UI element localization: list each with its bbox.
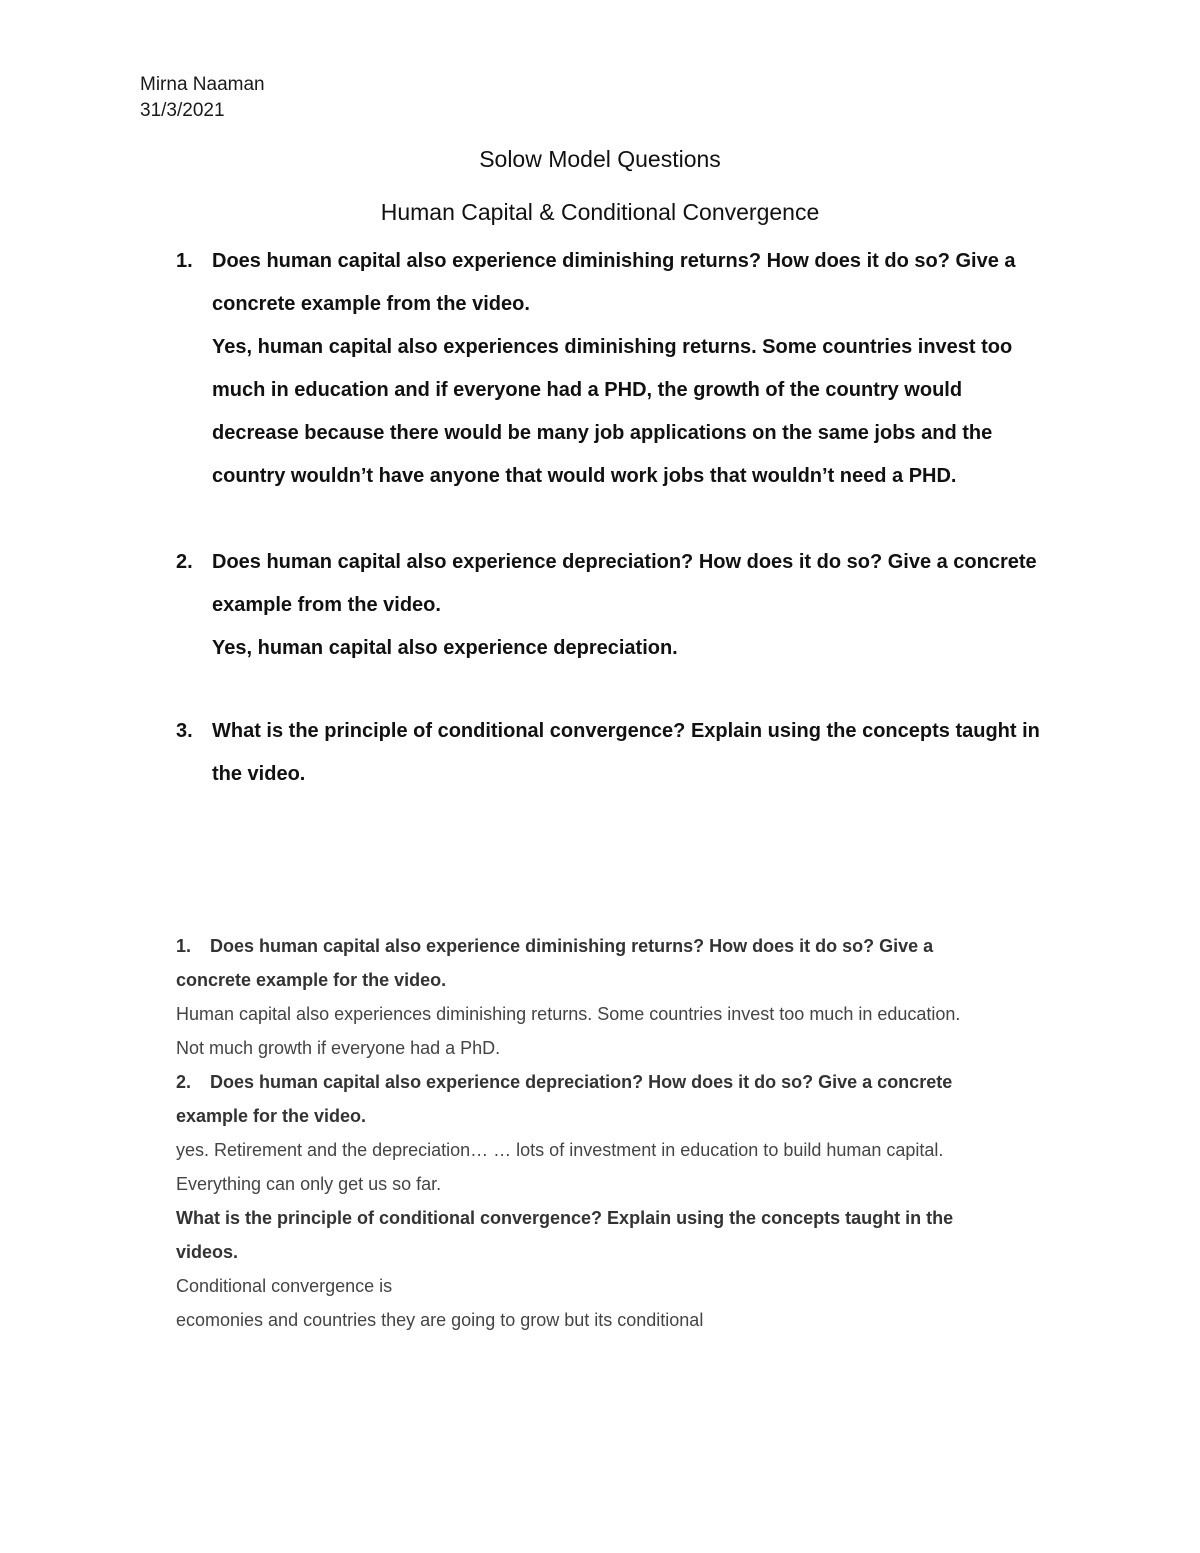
notes-section: [176, 929, 1056, 1337]
note-question-number: 1.: [176, 936, 192, 956]
document-title: Solow Model Questions: [479, 146, 721, 172]
answer-text: much in education and if everyone had a PHD, the growth of the country would: [212, 379, 963, 401]
question-number: 1.: [176, 250, 193, 272]
answer-text: country wouldn’t have anyone that would work jobs that wouldn’t need a PHD.: [212, 465, 957, 487]
question-3: [176, 710, 1056, 796]
note-question-number: 2.: [176, 1072, 192, 1092]
question-text: What is the principle of conditional convergence? Explain using the concepts taught in: [212, 720, 1040, 742]
question-text: example from the video.: [212, 594, 441, 616]
note-answer-text: Everything can only get us so far.: [176, 1174, 442, 1194]
question-2: [176, 541, 1056, 670]
question-1: [176, 240, 1056, 498]
question-text: Does human capital also experience diminishing returns? How does it do so? Give a: [212, 250, 1016, 272]
note-question-2: [176, 1065, 1056, 1099]
author-block: [140, 72, 265, 124]
note-question-text: concrete example for the video.: [176, 970, 447, 990]
question-number: 3.: [176, 720, 193, 742]
question-number: 2.: [176, 551, 193, 573]
document-date: 31/3/2021: [140, 100, 225, 121]
note-answer-text: ecomonies and countries they are going to grow but its conditional: [176, 1310, 704, 1330]
note-question-text: Does human capital also experience depreciation? How does it do so? Give a concrete: [210, 1072, 953, 1092]
question-text: concrete example from the video.: [212, 293, 530, 315]
answer-text: decrease because there would be many job applications on the same jobs and the: [212, 422, 993, 444]
answer-text: Yes, human capital also experience depreciation.: [212, 637, 678, 659]
note-answer-text: Human capital also experiences diminishing returns. Some countries invest too much in education.: [176, 1004, 961, 1024]
note-question-text: videos.: [176, 1242, 239, 1262]
note-question-text: example for the video.: [176, 1106, 367, 1126]
question-text: the video.: [212, 763, 306, 785]
note-answer-text: Conditional convergence is: [176, 1276, 393, 1296]
note-answer-text: Not much growth if everyone had a PhD.: [176, 1038, 501, 1058]
note-question-3: What is the principle of conditional convergence? Explain using the concepts taught in the: [176, 1208, 954, 1228]
question-text: Does human capital also experience depreciation? How does it do so? Give a concrete: [212, 551, 1037, 573]
answer-text: Yes, human capital also experiences diminishing returns. Some countries invest too: [212, 336, 1013, 358]
note-question-1: [176, 929, 1056, 963]
author-name: Mirna Naaman: [140, 74, 265, 95]
note-question-text: Does human capital also experience diminishing returns? How does it do so? Give a: [210, 936, 934, 956]
document-subtitle: Human Capital & Conditional Convergence: [380, 199, 820, 225]
note-answer-text: yes. Retirement and the depreciation… … lots of investment in education to build human capital.: [176, 1140, 944, 1160]
